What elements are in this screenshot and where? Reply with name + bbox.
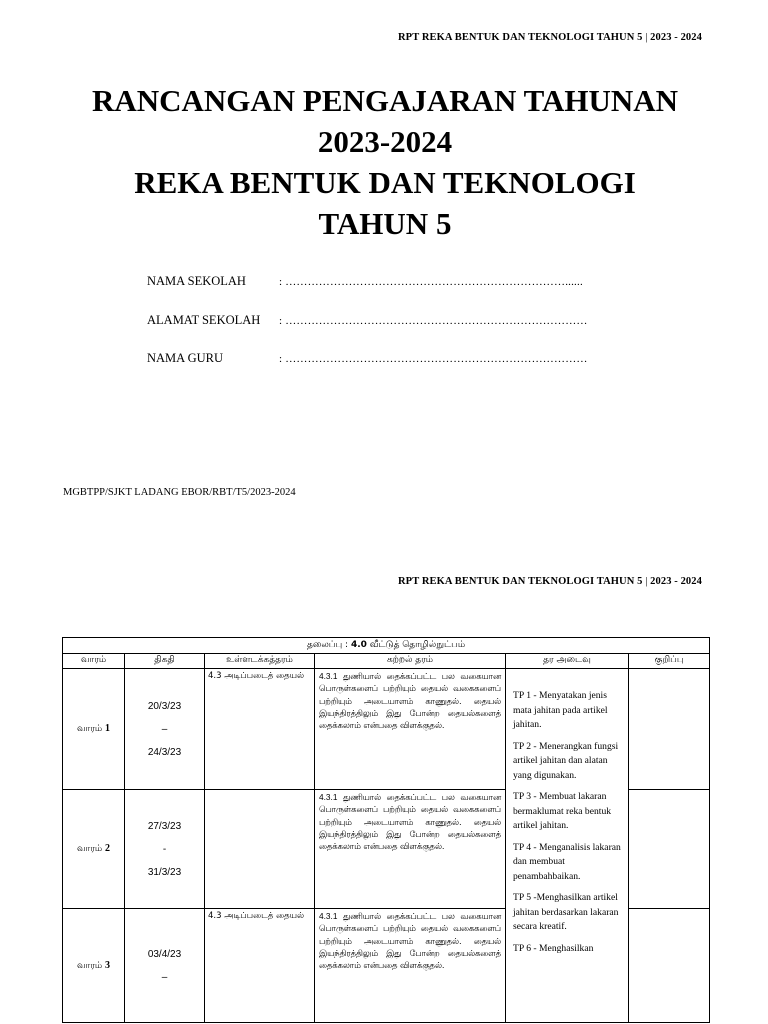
tp-level-1: TP 1 - Menyatakan jenis mata jahitan pada artikel jahitan. — [513, 690, 608, 730]
tp-level-2: TP 2 - Menerangkan fungsi artikel jahitan dan alatan yang digunakan. — [513, 740, 619, 781]
learning-standard-cell: 4.3.1 துணியால் தைக்கப்பட்ட பல வகையான பொருள்களைப் பற்றியும் தையல் வகைகளைப் பற்றியும் அடையாளம் காணுதல். தையல் இயந்திரத்திலும் இது போன்ற தையல்களைத் தைக்கலாம் என்பதை விளக்குதல். — [315, 790, 506, 909]
week-cell: வாரம் 2 — [63, 790, 125, 909]
field-value: : ……………………………………………………………………… — [279, 315, 588, 327]
title-line-4: TAHUN 5 — [318, 206, 452, 241]
column-header-notes: குறிப்பு — [629, 654, 710, 669]
field-school-address — [147, 313, 588, 328]
topic-name: வீட்டுத் தொழில்நுட்பம் — [366, 640, 466, 650]
header-separator: | — [645, 32, 648, 43]
field-label: NAMA GURU — [147, 351, 224, 365]
date-cell: 27/3/23 - 31/3/23 — [125, 790, 205, 909]
learning-standard-cell: 4.3.1 துணியால் தைக்கப்பட்ட பல வகையான பொருள்களைப் பற்றியும் தையல் வகைகளைப் பற்றியும் அடையாளம் காணுதல். தையல் இயந்திரத்திலும் இது போன்ற தையல்களைத் தைக்கலாம் என்பதை விளக்குதல். — [315, 909, 506, 1023]
reference-code: MGBTPP/SJKT LADANG EBOR/RBT/T5/2023-2024 — [63, 487, 296, 498]
title-line-1: RANCANGAN PENGAJARAN TAHUNAN — [91, 83, 679, 118]
content-standard-cell: 4.3 அடிப்படைத் தையல் — [205, 669, 315, 790]
content-standard-cell: 4.3 அடிப்படைத் தையல் — [205, 909, 315, 1023]
header-separator: | — [645, 576, 648, 587]
column-header-learning-standard: கற்றல் தரம் — [315, 654, 506, 669]
field-teacher-name — [147, 351, 588, 366]
notes-cell — [629, 909, 710, 1023]
field-value: : ……………………………………………………………………… — [279, 353, 588, 365]
column-header-week: வாரம் — [63, 654, 125, 669]
header-text: RPT REKA BENTUK DAN TEKNOLOGI TAHUN 5 — [398, 576, 643, 587]
field-label: ALAMAT SEKOLAH — [147, 313, 261, 327]
topic-row — [63, 638, 710, 654]
tp-level-6: TP 6 - Menghasilkan — [513, 942, 594, 954]
notes-cell — [629, 790, 710, 909]
notes-cell — [629, 669, 710, 790]
week-cell: வாரம் 1 — [63, 669, 125, 790]
field-label: NAMA SEKOLAH — [147, 274, 246, 288]
tp-level-4: TP 4 - Menganalisis lakaran dan membuat penambahbaikan. — [513, 841, 621, 882]
title-line-3: REKA BENTUK DAN TEKNOLOGI — [134, 165, 636, 200]
column-header-date: திகதி — [125, 654, 205, 669]
tp-level-3: TP 3 - Membuat lakaran bermaklumat reka bentuk artikel jahitan. — [513, 791, 612, 831]
date-cell: 03/4/23 – — [125, 909, 205, 1023]
title-line-2: 2023-2024 — [317, 124, 453, 159]
topic-cell — [63, 638, 710, 654]
learning-standard-cell: 4.3.1 துணியால் தைக்கப்பட்ட பல வகையான பொருள்களைப் பற்றியும் தையல் வகைகளைப் பற்றியும் அடையாளம் காணுதல். தையல் இயந்திரத்திலும் இது போன்ற தையல்களைத் தைக்கலாம் என்பதை விளக்குதல். — [315, 669, 506, 790]
topic-prefix: தலைப்பு : — [306, 640, 351, 650]
performance-level-cell — [506, 669, 629, 1023]
header-year: 2023 - 2024 — [650, 32, 702, 43]
page-header — [398, 32, 702, 43]
week-cell: வாரம் 3 — [63, 909, 125, 1023]
table-row — [63, 669, 710, 790]
field-school-name — [147, 274, 583, 289]
column-header-performance-level: தர அடைவு — [506, 654, 629, 669]
column-header-row — [63, 654, 710, 669]
page-header-2 — [398, 576, 702, 587]
document-title — [0, 80, 768, 244]
date-cell: 20/3/23 – 24/3/23 — [125, 669, 205, 790]
lesson-plan-table — [62, 637, 710, 1023]
tp-level-5: TP 5 -Menghasilkan artikel jahitan berdasarkan lakaran secara kreatif. — [513, 892, 619, 932]
column-header-content-standard: உள்ளடக்கத்தரம் — [205, 654, 315, 669]
header-year: 2023 - 2024 — [650, 576, 702, 587]
header-text: RPT REKA BENTUK DAN TEKNOLOGI TAHUN 5 — [398, 32, 643, 43]
field-value: : …………………………………………………………………...... — [279, 276, 583, 288]
content-standard-cell — [205, 790, 315, 909]
topic-number: 4.0 — [350, 640, 367, 650]
